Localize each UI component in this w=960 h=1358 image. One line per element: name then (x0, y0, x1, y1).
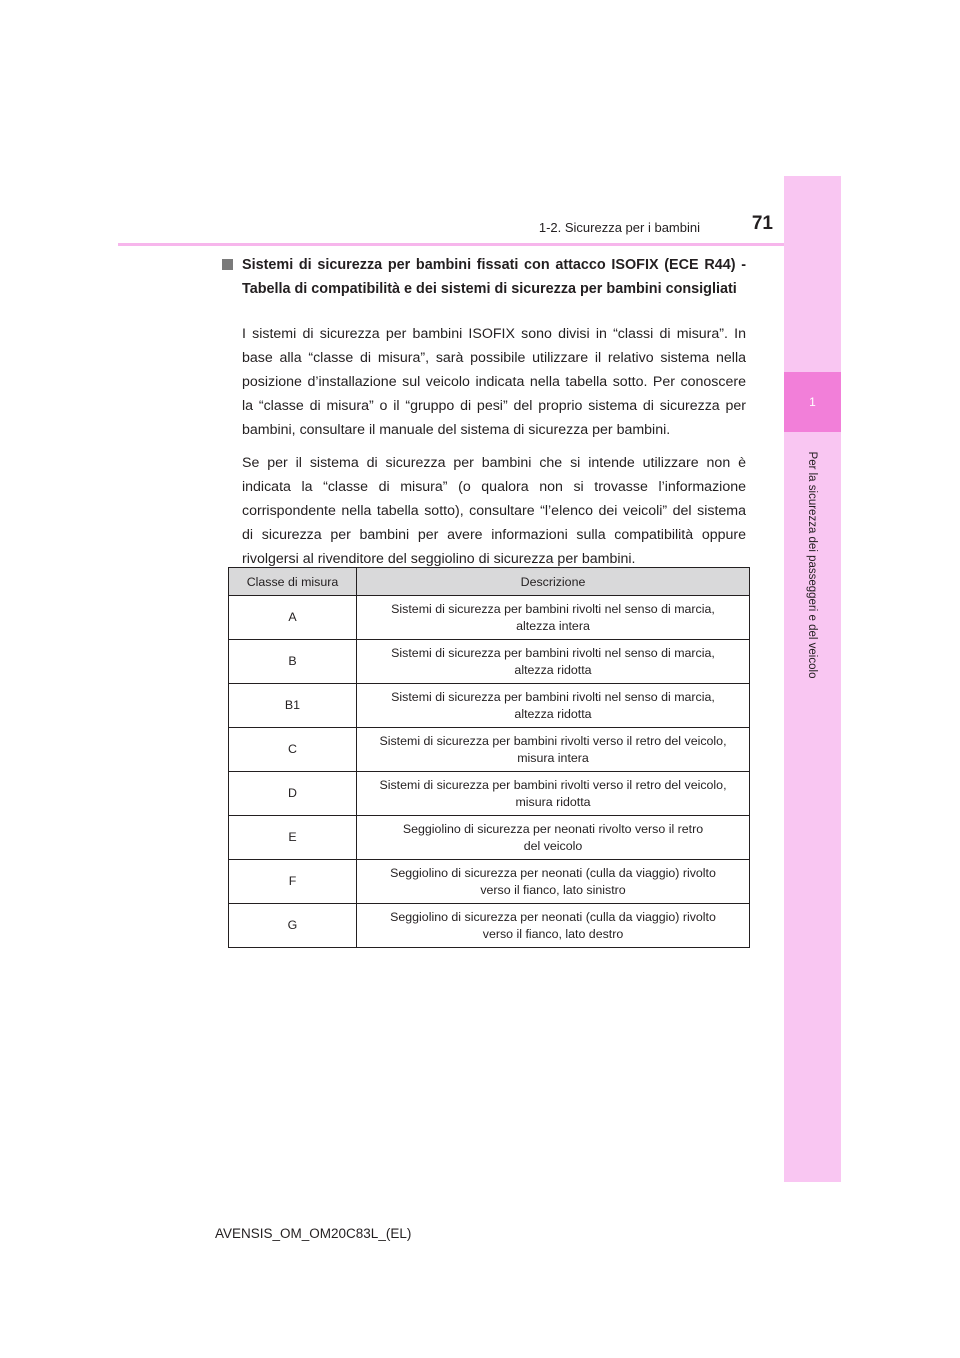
table-header-row (229, 568, 750, 596)
description-line: verso il fianco, lato sinistro (480, 882, 626, 897)
description-line: Sistemi di sicurezza per bambini rivolti verso il retro del veicolo, (379, 777, 727, 792)
size-class-cell: B1 (229, 684, 357, 728)
chapter-title-vertical: Per la sicurezza dei passeggeri e del veicolo (806, 451, 818, 679)
section-heading: Sistemi di sicurezza per bambini fissati con attacco ISOFIX (ECE R44) - Tabella di compatibilità e dei sistemi di sicurezza per bambini consigliati (242, 257, 746, 297)
table-row (229, 904, 750, 948)
description-cell (357, 640, 750, 684)
description-line: altezza ridotta (514, 706, 592, 721)
chapter-side-tab (784, 176, 841, 1182)
column-header-class: Classe di misura (229, 568, 357, 596)
description-cell (357, 816, 750, 860)
description-line: del veicolo (523, 838, 583, 853)
description-cell (357, 684, 750, 728)
description-line: Sistemi di sicurezza per bambini rivolti nel senso di marcia, (391, 601, 715, 616)
table-row (229, 684, 750, 728)
paragraph: Se per il sistema di sicurezza per bambini che si intende utilizzare non è indicata la “classe di misura” (o qualora non si trovasse l’informazione corrispondente nella tabella sotto), consultare “l’elenco dei veicoli” del sistema di sicurezza per bambini per avere informazioni sulla compatibilità oppure rivolgersi al rivenditore del seggiolino di sicurezza per bambini. (242, 455, 746, 567)
description-line: altezza ridotta (514, 662, 592, 677)
table-row (229, 816, 750, 860)
description-line: Seggiolino di sicurezza per neonati rivolto verso il retro (402, 821, 704, 836)
description-cell (357, 772, 750, 816)
paragraph: I sistemi di sicurezza per bambini ISOFIX sono divisi in “classi di misura”. In base alla “classe di misura”, sarà possibile utilizzare il relativo sistema nella posizione d’installazione sul veicolo indicata nella tabella sotto. Per conoscere la “classe di misura” o il “gruppo di pesi” del proprio sistema di sicurezza per bambini, consultare il manuale del sistema di sicurezza per bambini. (242, 326, 746, 438)
section-title: 1-2. Sicurezza per i bambini (538, 220, 700, 235)
description-cell (357, 860, 750, 904)
page-number: 71 (751, 213, 773, 234)
description-cell (357, 904, 750, 948)
chapter-number-tab: 1 (784, 372, 841, 432)
description-line: altezza intera (516, 618, 590, 633)
size-class-cell: F (229, 860, 357, 904)
table-row (229, 640, 750, 684)
header-rule (118, 243, 841, 246)
size-class-cell: G (229, 904, 357, 948)
column-header-description: Descrizione (357, 568, 750, 596)
size-class-table (228, 567, 750, 948)
description-line: verso il fianco, lato destro (482, 926, 624, 941)
table-row (229, 772, 750, 816)
table-row (229, 860, 750, 904)
description-line: Sistemi di sicurezza per bambini rivolti verso il retro del veicolo, (379, 733, 727, 748)
description-line: Sistemi di sicurezza per bambini rivolti nel senso di marcia, (391, 645, 715, 660)
square-bullet-icon (222, 259, 233, 270)
size-class-cell: D (229, 772, 357, 816)
size-class-cell: C (229, 728, 357, 772)
size-class-cell: A (229, 596, 357, 640)
table-row (229, 728, 750, 772)
size-class-cell: B (229, 640, 357, 684)
document-code-footer: AVENSIS_OM_OM20C83L_(EL) (215, 1226, 412, 1241)
description-line: misura intera (517, 750, 589, 765)
description-cell (357, 596, 750, 640)
description-line: Sistemi di sicurezza per bambini rivolti nel senso di marcia, (391, 689, 715, 704)
description-line: Seggiolino di sicurezza per neonati (culla da viaggio) rivolto (390, 865, 716, 880)
description-line: misura ridotta (515, 794, 591, 809)
table-row (229, 596, 750, 640)
description-line: Seggiolino di sicurezza per neonati (culla da viaggio) rivolto (390, 909, 716, 924)
description-cell (357, 728, 750, 772)
size-class-cell: E (229, 816, 357, 860)
